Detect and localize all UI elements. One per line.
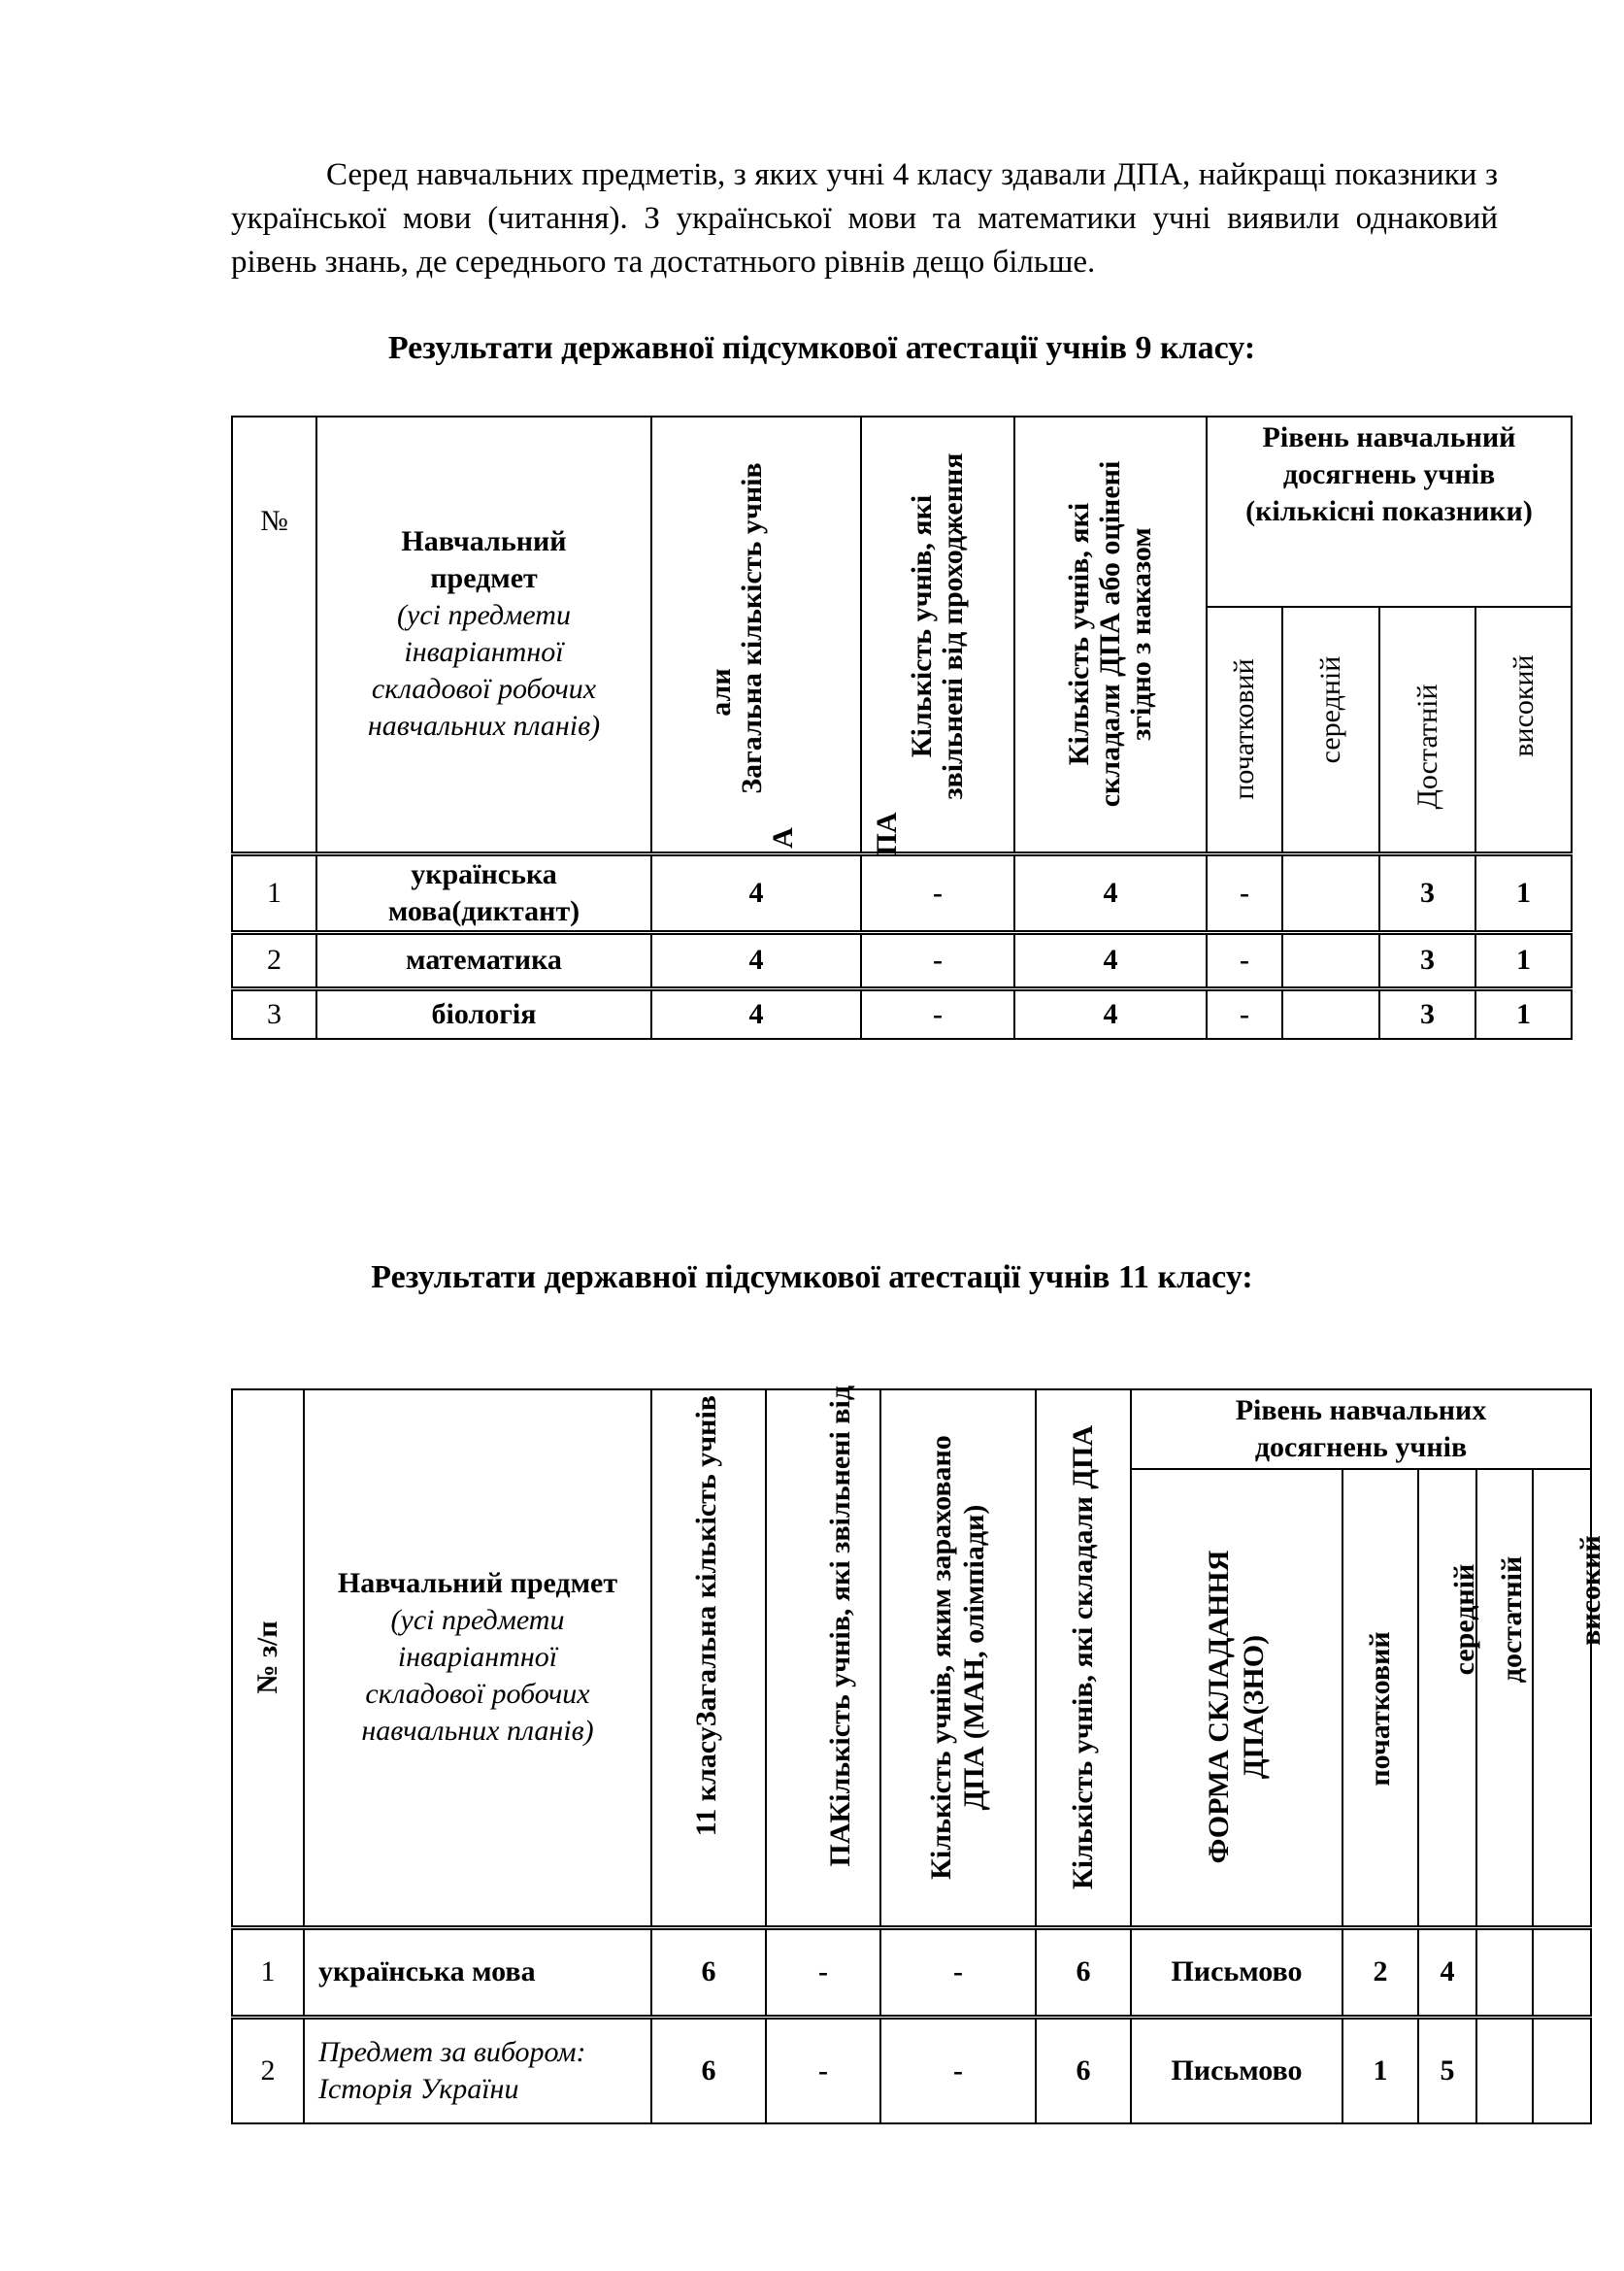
header-form: ФОРМА СКЛАДАННЯ ДПА(ЗНО) [1131, 1469, 1342, 1927]
header-subject: Навчальний предмет (усі предмети інваріантної складової робочих навчальних планів) [316, 417, 651, 853]
header-assessed: Кількість учнів, які складали ДПА або оцінені згідно з наказом [1014, 417, 1207, 853]
header-level-group: Рівень навчальних досягнень учнів [1131, 1389, 1591, 1469]
header-took: Кількість учнів, які складали ДПА [1036, 1389, 1131, 1927]
header-num: № [232, 417, 316, 853]
header-level-high: високий [1533, 1469, 1591, 1927]
header-credited: Кількість учнів, яким зараховано ДПА (МАН, олімпіади) [880, 1389, 1036, 1927]
table11-title: Результати державної підсумкової атестації учнів 11 класу: [371, 1259, 1253, 1295]
header-level-sufficient: достатній [1476, 1469, 1533, 1927]
header-level-medium: середній [1282, 607, 1379, 853]
header-total: 11 класуЗагальна кількість учнів [651, 1389, 766, 1927]
header-total: Загальна кількість учнів али А [651, 417, 861, 853]
header-exempt: ПАКількість учнів, які звільнені від [766, 1389, 880, 1927]
header-level-sufficient: Достатній [1379, 607, 1475, 853]
header-level-group: Рівень навчальний досягнень учнів (кількісні показники) [1207, 417, 1572, 607]
intro-paragraph-text: Серед навчальних предметів, з яких учні 4 класу здавали ДПА, найкращі показники з української мови (читання). З української мови та математики учні виявили однаковий рівень знань, де середнього та достатнього рівнів дещо більше. [231, 157, 1498, 280]
header-level-high: високий [1475, 607, 1572, 853]
table-row: 1 українська мова 6 - - 6 Письмово 2 4 [232, 1927, 1591, 2017]
header-subject: Навчальний предмет (усі предмети інваріантної складової робочих навчальних планів) [304, 1389, 651, 1927]
header-exempt: Кількість учнів, які звільнені від проходження ПА [861, 417, 1014, 853]
results-table-grade11 [231, 1386, 1607, 2124]
table-row: 3 біологія 4 - 4 - 3 1 [232, 988, 1572, 1039]
results-table-grade9 [231, 416, 1573, 1040]
table-row: 2 Предмет за вибором: Історія України 6 - - 6 Письмово 1 5 [232, 2017, 1591, 2123]
header-level-initial: початковий [1207, 607, 1282, 853]
header-level-medium: середній [1418, 1469, 1476, 1927]
header-num: № з/п [232, 1389, 304, 1927]
table-row: 1 українська мова(диктант) 4 - 4 - 3 1 [232, 853, 1572, 932]
table9-title: Результати державної підсумкової атестації учнів 9 класу: [387, 330, 1256, 366]
intro-paragraph [231, 153, 1498, 284]
header-level-initial: початковий [1342, 1469, 1418, 1927]
table-row: 2 математика 4 - 4 - 3 1 [232, 932, 1572, 988]
